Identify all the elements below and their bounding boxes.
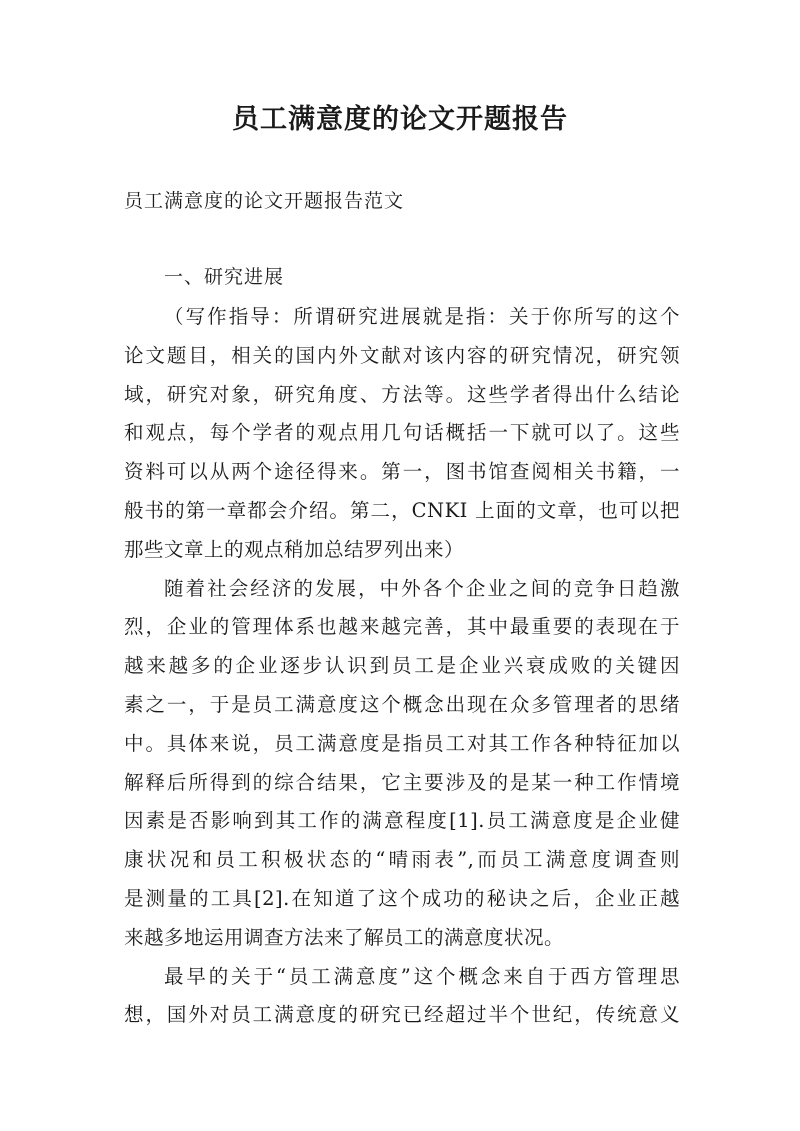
section-heading: 一、研究进展 [164, 266, 285, 288]
text-line: 和观点，每个学者的观点用几句话概括一下就可以了。这些 [124, 421, 680, 445]
text-line: 解释后所得到的综合结果，它主要涉及的是某一种工作情境 [124, 770, 680, 794]
text-line: 想，国外对员工满意度的研究已经超过半个世纪，传统意义 [124, 1003, 680, 1027]
text-line: 最早的关于“员工满意度”这个概念来自于西方管理思 [164, 964, 680, 988]
text-line: 是测量的工具[2].在知道了这个成功的秘诀之后，企业正越 [124, 886, 680, 910]
text-line: 因素是否影响到其工作的满意程度[1].员工满意度是企业健 [124, 809, 680, 833]
text-line: 随着社会经济的发展，中外各个企业之间的竞争日趋激 [164, 576, 680, 600]
document-title: 员工满意度的论文开题报告 [232, 104, 568, 135]
text-line: 烈，企业的管理体系也越来越完善，其中最重要的表现在于 [124, 615, 680, 639]
text-line: 论文题目，相关的国内外文献对该内容的研究情况，研究领 [124, 343, 680, 367]
document-subtitle: 员工满意度的论文开题报告范文 [124, 190, 405, 212]
text-line: 般书的第一章都会介绍。第二，CNKI 上面的文章，也可以把 [124, 498, 680, 522]
text-line: 来越多地运用调查方法来了解员工的满意度状况。 [124, 925, 565, 949]
text-line: 那些文章上的观点稍加总结罗列出来） [124, 537, 465, 561]
text-line: 康状况和员工积极状态的“晴雨表”,而员工满意度调查则 [124, 848, 680, 872]
body-text [124, 298, 680, 1035]
text-line: 中。具体来说，员工满意度是指员工对其工作各种特征加以 [124, 731, 680, 755]
text-line: （写作指导：所谓研究进展就是指：关于你所写的这个 [164, 305, 680, 328]
text-line: 资料可以从两个途径得来。第一，图书馆查阅相关书籍，一 [124, 460, 680, 484]
text-line: 域，研究对象，研究角度、方法等。这些学者得出什么结论 [124, 382, 680, 406]
text-line: 越来越多的企业逐步认识到员工是企业兴衰成败的关键因 [124, 654, 680, 678]
text-line: 素之一，于是员工满意度这个概念出现在众多管理者的思绪 [124, 692, 680, 716]
